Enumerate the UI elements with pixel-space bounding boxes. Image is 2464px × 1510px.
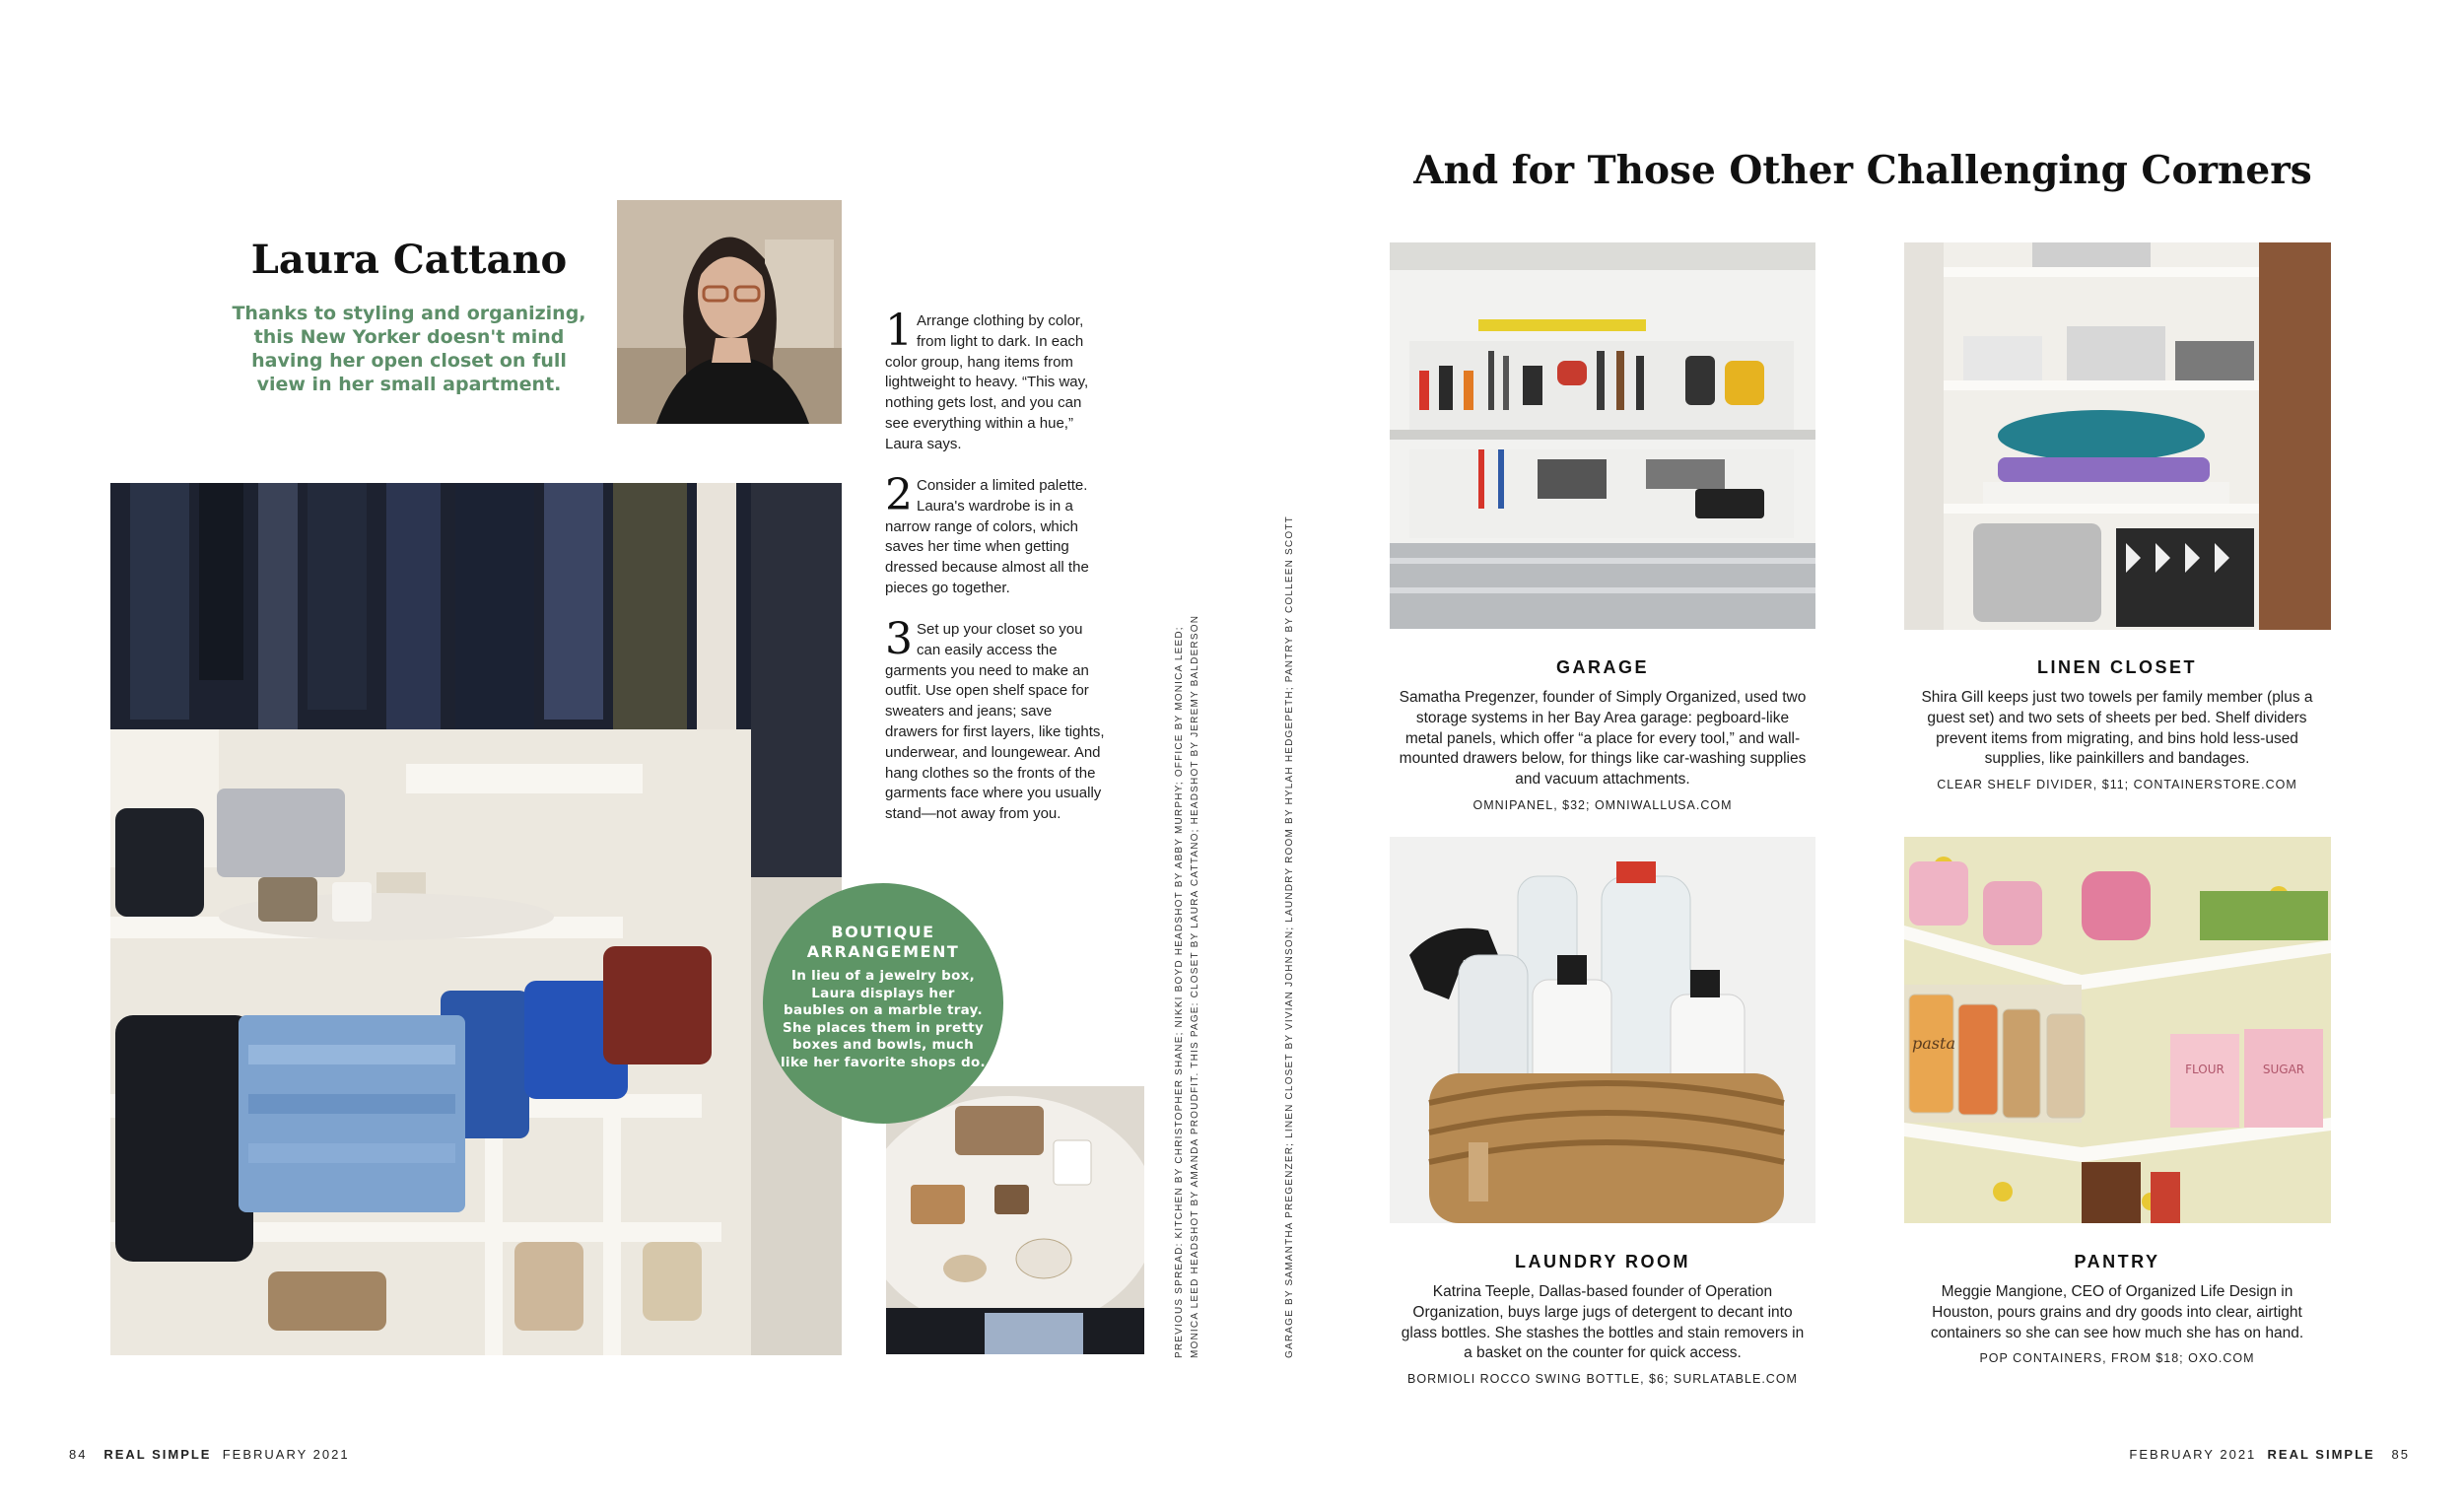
section-title: And for Those Other Challenging Corners — [1413, 148, 2312, 193]
section-heading: LINEN CLOSET — [2036, 657, 2197, 677]
section-body: Samatha Pregenzer, founder of Simply Organized, used two storage systems in her Bay Area garage: pegboard-like metal panels, which offer “a place for every tool,” and wall-mounted drawers below, for things like car-washing supplies and vacuum attachments. — [1399, 689, 1807, 789]
section-source: CLEAR SHELF DIVIDER, $11; CONTAINERSTORE.COM — [1937, 778, 2297, 792]
badge-title: BOUTIQUE ARRANGEMENT — [806, 923, 960, 961]
section-source: POP CONTAINERS, FROM $18; OXO.COM — [1979, 1351, 2255, 1366]
tip-number: 2 — [885, 470, 913, 520]
tip-text: Set up your closet so you can easily access the garments you need to make an outfit. Use open shelf space for sweaters and jeans; save drawers for first layers, like tights, underwear, and loungewear. And hang clothes so the fronts of the garments face where you usually stand—not away from you. — [885, 621, 1105, 823]
section-body: Katrina Teeple, Dallas-based founder of Operation Organization, buys large jugs of detergent to decant into glass bottles. She stashes the bottles and stain removers in a basket on the counter for quick access. — [1401, 1283, 1805, 1362]
tip-text: Arrange clothing by color, from light to dark. In each color group, hang items from lightweight to heavy. “This way, nothing gets lost, and you can see everything within a hue,” Laura says. — [885, 312, 1089, 452]
tip-2 — [885, 470, 1107, 599]
magazine-name: REAL SIMPLE — [2267, 1447, 2375, 1462]
pantry-label-pasta: pasta — [1912, 1034, 1955, 1053]
headshot-photo — [617, 200, 842, 424]
section-heading: LAUNDRY ROOM — [1515, 1252, 1690, 1271]
page-number: 84 — [69, 1447, 88, 1462]
photo-credit-2: MONICA LEED HEADSHOT BY AMANDA PROUDFIT. THIS PAGE: CLOSET BY LAURA CATTANO; HEADSHOT BY JEREMY BALDERSON — [1190, 614, 1200, 1358]
boutique-badge — [763, 883, 1003, 1124]
section-garage — [1396, 657, 1810, 812]
section-body: Shira Gill keeps just two towels per family member (plus a guest set) and two sets of sheets per bed. Shelf dividers prevent items from migrating, and bins hold less-used supplies, like painkillers and bandages. — [1921, 689, 2313, 768]
section-body: Meggie Mangione, CEO of Organized Life Design in Houston, pours grains and dry goods into clear, airtight containers so she can see how much she has on hand. — [1930, 1283, 2304, 1341]
pantry-label-sugar: SUGAR — [2262, 1063, 2305, 1076]
photo-credit-1: PREVIOUS SPREAD: KITCHEN BY CHRISTOPHER SHANE; NIKKI BOYD HEADSHOT BY ABBY MURPHY; OFFICE BY MONICA LEED; — [1174, 626, 1185, 1358]
tip-1 — [885, 306, 1107, 455]
tip-number: 3 — [885, 614, 913, 664]
section-pantry — [1910, 1252, 2324, 1365]
tip-text: Consider a limited palette. Laura's wardrobe is in a narrow range of colors, which saves her time when getting dressed because almost all the pieces go together. — [885, 477, 1089, 596]
issue-date: FEBRUARY 2021 — [222, 1447, 350, 1462]
laundry-room-photo — [1390, 837, 1815, 1223]
section-heading: PANTRY — [2074, 1252, 2160, 1271]
folio-left — [69, 1447, 350, 1462]
issue-date: FEBRUARY 2021 — [2129, 1447, 2257, 1462]
badge-body: In lieu of a jewelry box, Laura displays her baubles on a marble tray. She places them in pretty boxes and bowls, much like her favorite shops do. — [781, 968, 986, 1070]
page-number: 85 — [2391, 1447, 2410, 1462]
linen-closet-photo — [1904, 242, 2331, 630]
pantry-label-flour: FLOUR — [2185, 1063, 2224, 1076]
section-source: BORMIOLI ROCCO SWING BOTTLE, $6; SURLATABLE.COM — [1407, 1372, 1798, 1387]
tip-3 — [885, 614, 1107, 825]
closet-photo — [110, 483, 842, 1355]
section-linen-closet — [1910, 657, 2324, 791]
magazine-name: REAL SIMPLE — [103, 1447, 212, 1462]
folio-right — [2129, 1447, 2410, 1462]
tip-number: 1 — [885, 306, 913, 356]
photo-credit-right: GARAGE BY SAMANTHA PREGENZER; LINEN CLOSET BY VIVIAN JOHNSON; LAUNDRY ROOM BY HYLAH HEDGEPETH; PANTRY BY COLLEEN SCOTT — [1284, 515, 1295, 1358]
section-source: OMNIPANEL, $32; OMNIWALLUSA.COM — [1472, 797, 1733, 812]
page-title: Laura Cattano — [250, 237, 568, 283]
pantry-photo — [1904, 837, 2331, 1223]
section-laundry-room — [1396, 1252, 1810, 1386]
intro-deck: Thanks to styling and organizing, this New Yorker doesn't mind having her open closet on full view in her small apartment. — [232, 303, 586, 395]
jewelry-tray-photo — [886, 1086, 1144, 1354]
garage-photo — [1390, 242, 1815, 629]
section-heading: GARAGE — [1555, 657, 1649, 677]
